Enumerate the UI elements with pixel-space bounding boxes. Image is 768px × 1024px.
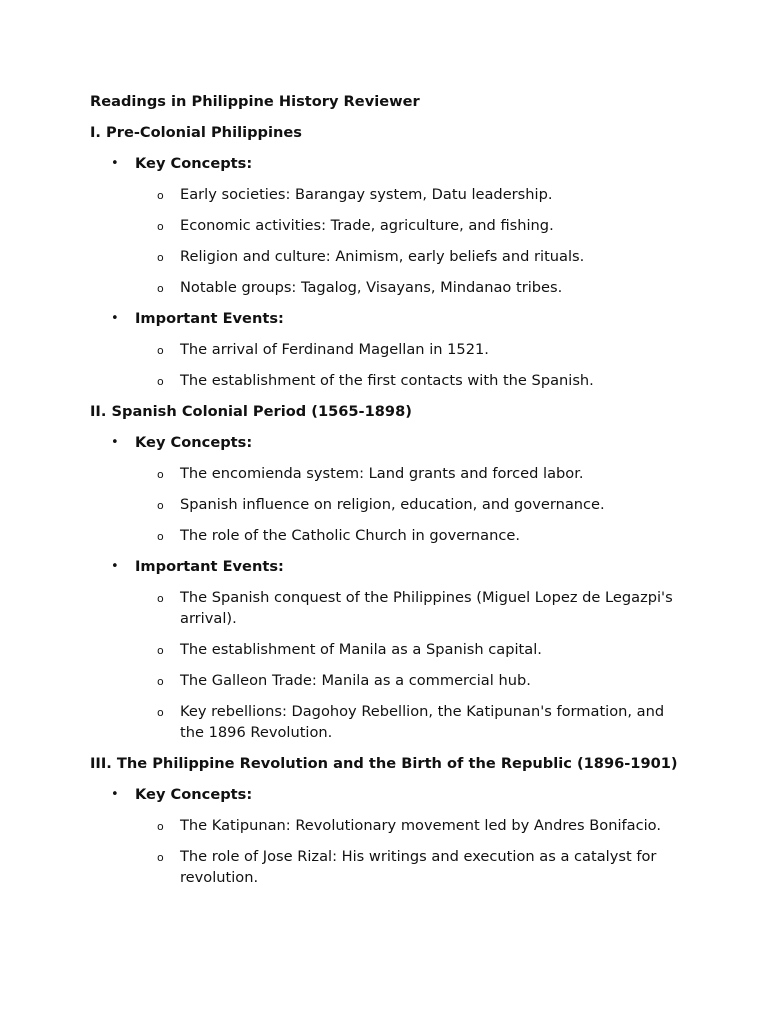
sub-list-item <box>135 701 685 743</box>
item-text: Notable groups: Tagalog, Visayans, Mindanao tribes. <box>180 279 563 296</box>
sub-list-item <box>135 370 685 391</box>
circle-bullet-icon: o <box>157 189 164 202</box>
circle-bullet-icon: o <box>157 251 164 264</box>
list-item <box>90 432 685 546</box>
bullet-icon: • <box>111 435 119 450</box>
document-page <box>90 91 685 898</box>
item-text: The establishment of the first contacts with the Spanish. <box>180 372 594 389</box>
list-item <box>90 308 685 391</box>
list-item <box>90 556 685 743</box>
sub-list-item <box>135 639 685 660</box>
circle-bullet-icon: o <box>157 851 164 864</box>
circle-bullet-icon: o <box>157 220 164 233</box>
item-text: The encomienda system: Land grants and forced labor. <box>180 465 584 482</box>
sub-list-item <box>135 246 685 267</box>
circle-bullet-icon: o <box>157 344 164 357</box>
item-text: Early societies: Barangay system, Datu leadership. <box>180 186 553 203</box>
sub-list-item <box>135 815 685 836</box>
group-label: Key Concepts: <box>135 786 253 803</box>
sub-list-item <box>135 215 685 236</box>
circle-bullet-icon: o <box>157 644 164 657</box>
circle-bullet-icon: o <box>157 530 164 543</box>
sub-list-item <box>135 184 685 205</box>
section-list <box>90 784 685 888</box>
circle-bullet-icon: o <box>157 592 164 605</box>
group-label: Important Events: <box>135 310 284 327</box>
item-text: The role of Jose Rizal: His writings and execution as a catalyst for revolution. <box>180 848 657 886</box>
sub-list <box>135 184 685 298</box>
item-text: Economic activities: Trade, agriculture, and fishing. <box>180 217 554 234</box>
group-label: Key Concepts: <box>135 155 253 172</box>
sub-list-item <box>135 339 685 360</box>
item-text: Spanish influence on religion, education, and governance. <box>180 496 605 513</box>
sub-list-item <box>135 587 685 629</box>
circle-bullet-icon: o <box>157 675 164 688</box>
sub-list <box>135 587 685 743</box>
circle-bullet-icon: o <box>157 468 164 481</box>
bullet-icon: • <box>111 559 119 574</box>
document-title: Readings in Philippine History Reviewer <box>90 93 420 110</box>
circle-bullet-icon: o <box>157 820 164 833</box>
item-text: The Galleon Trade: Manila as a commercial hub. <box>180 672 531 689</box>
circle-bullet-icon: o <box>157 375 164 388</box>
item-text: Religion and culture: Animism, early beliefs and rituals. <box>180 248 585 265</box>
list-item <box>90 153 685 298</box>
circle-bullet-icon: o <box>157 706 164 719</box>
group-label: Key Concepts: <box>135 434 253 451</box>
section-list <box>90 153 685 391</box>
item-text: The Katipunan: Revolutionary movement led by Andres Bonifacio. <box>180 817 661 834</box>
sub-list-item <box>135 670 685 691</box>
item-text: The arrival of Ferdinand Magellan in 1521. <box>180 341 489 358</box>
section-heading: II. Spanish Colonial Period (1565-1898) <box>90 403 412 420</box>
document-body <box>90 122 685 888</box>
circle-bullet-icon: o <box>157 282 164 295</box>
sub-list-item <box>135 494 685 515</box>
sub-list-item <box>135 463 685 484</box>
group-label: Important Events: <box>135 558 284 575</box>
sub-list-item <box>135 277 685 298</box>
sub-list <box>135 815 685 888</box>
list-item <box>90 784 685 888</box>
section-list <box>90 432 685 743</box>
item-text: Key rebellions: Dagohoy Rebellion, the Katipunan's formation, and the 1896 Revolution. <box>180 703 665 741</box>
section-heading: I. Pre-Colonial Philippines <box>90 124 302 141</box>
section-heading: III. The Philippine Revolution and the Birth of the Republic (1896-1901) <box>90 755 678 772</box>
sub-list-item <box>135 846 685 888</box>
sub-list <box>135 463 685 546</box>
bullet-icon: • <box>111 156 119 171</box>
item-text: The establishment of Manila as a Spanish capital. <box>180 641 542 658</box>
bullet-icon: • <box>111 787 119 802</box>
item-text: The role of the Catholic Church in governance. <box>180 527 521 544</box>
sub-list <box>135 339 685 391</box>
item-text: The Spanish conquest of the Philippines (Miguel Lopez de Legazpi's arrival). <box>180 589 673 627</box>
circle-bullet-icon: o <box>157 499 164 512</box>
sub-list-item <box>135 525 685 546</box>
bullet-icon: • <box>111 311 119 326</box>
